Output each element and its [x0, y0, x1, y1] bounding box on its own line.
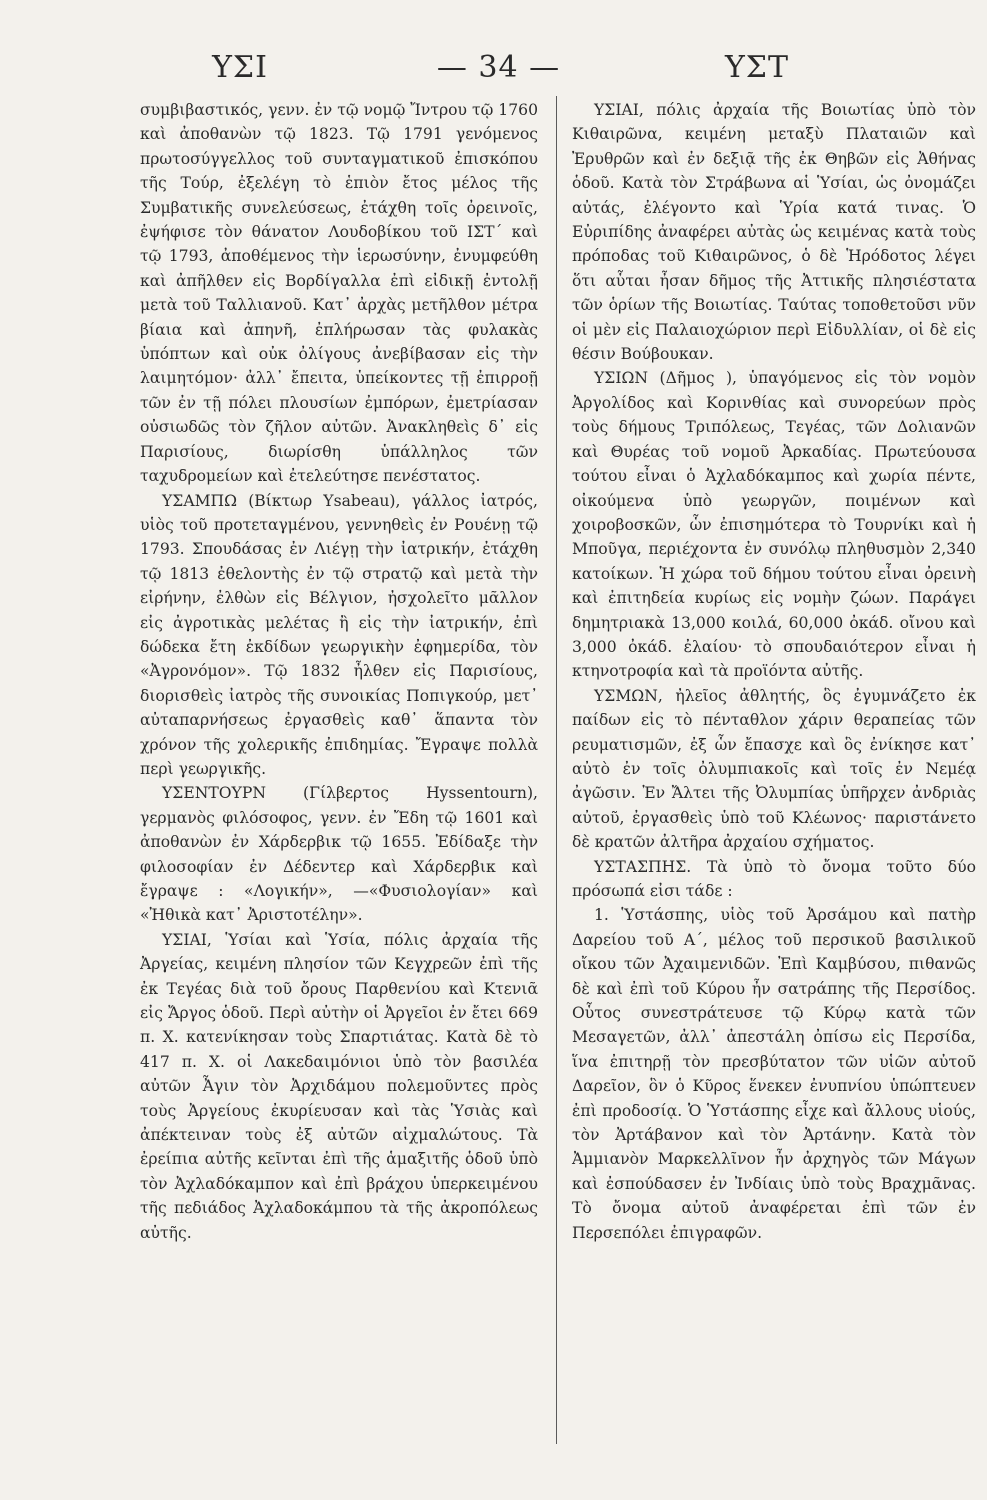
entry-ysiai-boiotia: ΥΣΙΑΙ, πόλις ἀρχαία τῆς Βοιωτίας ὑπὸ τὸν Κιθαιρῶνα, κειμένη μεταξὺ Πλαταιῶν καὶ Ἐρυθρῶν καὶ ἐν δεξιᾷ τῆς ἐκ Θηβῶν εἰς Ἀθήνας ὁδοῦ. Κατὰ τὸν Στράβωνα αἱ Ὑσίαι, ὡς ὀνομάζει αὐτάς, ἐλέγοντο καὶ Ὑρία κατά τινας. Ὁ Εὐριπίδης ἀναφέρει αὐτὰς ὡς κειμένας κατὰ τοὺς πρόποδας τοῦ Κιθαιρῶνος, ὁ δὲ Ἡρόδοτος λέγει ὅτι αὗται ἦσαν δῆμος τῆς Ἀττικῆς πλησιέστατα τῶν ὁρίων τῆς Βοιωτίας. Ταύτας τοποθετοῦσι νῦν οἱ μὲν εἰς Παλαιοχώριον περὶ Εἰδυλλίαν, οἱ δὲ εἰς θέσιν Βούβουκαν.	[572, 101, 976, 364]
entry-ysmon: ΥΣΜΩΝ, ἠλεῖος ἀθλητής, ὃς ἐγυμνάζετο ἐκ παίδων εἰς τὸ πένταθλον χάριν θεραπείας τῶν ρευματισμῶν, ἐξ ὧν ἔπασχε καὶ ὃς ἐνίκησε κατ᾽ αὐτὸ ἐν τοῖς ὀλυμπιακοῖς καὶ τοῖς ἐν Νεμέᾳ ἀγῶσιν. Ἐν Ἄλτει τῆς Ὀλυμπίας ὑπῆρχεν ἀνδριὰς αὐτοῦ, ἐργασθεὶς ὑπὸ τοῦ Κλέωνος· παριστάνετο δὲ κρατῶν ἀλτῆρα ἀρχαίου σχήματος.	[572, 686, 976, 852]
entry-ysampo: ΥΣΑΜΠΩ (Βίκτωρ Ysabeau), γάλλος ἰατρός, υἱὸς τοῦ προτεταγμένου, γεννηθεὶς ἐν Ρουένῃ τῷ 1793. Σπουδάσας ἐν Λιέγῃ τὴν ἰατρικήν, ἐτάχθη τῷ 1813 ἐθελοντὴς ἐν τῷ στρατῷ καὶ μετὰ τὴν εἰρήνην, ἐλθὼν εἰς Βέλγιον, ἠσχολεῖτο μᾶλλον εἰς ἀγροτικὰς μελέτας ἢ εἰς τὴν ἰατρικήν, ἐπὶ δώδεκα ἔτη ἐκδίδων γεωργικὴν ἐφημερίδα, τὸν «Ἀγρονόμον». Τῷ 1832 ἦλθεν εἰς Παρισίους, διορισθεὶς ἰατρὸς τῆς συνοικίας Ποπιγκούρ, μετ᾽ αὐταπαρνήσεως ἐργασθεὶς καθ᾽ ἅπαντα τὸν χρόνον τῆς χολερικῆς ἐπιδημίας. Ἔγραψε πολλὰ περὶ γεωργικῆς.	[140, 491, 538, 778]
header-left-guideword: ΥΣΙ	[212, 49, 268, 85]
right-column	[572, 98, 976, 1245]
entry-ysion: ΥΣΙΩΝ (Δῆμος ), ὑπαγόμενος εἰς τὸν νομὸν Ἀργολίδος καὶ Κορινθίας καὶ συνορεύων πρὸς τοὺς δήμους Τριπόλεως, Τεγέας, τῶν Δολιανῶν καὶ Θυρέας τοῦ νομοῦ Ἀρκαδίας. Πρωτεύουσα τούτου εἶναι ὁ Ἀχλαδόκαμπος καὶ χωρία πέντε, οἰκούμενα ὑπὸ γεωργῶν, ποιμένων καὶ χοιροβοσκῶν, ὧν ἐπισημότερα τὸ Τουρνίκι καὶ ἡ Μποῦγα, περιέχοντα ἐν συνόλῳ πληθυσμὸν 2,340 κατοίκων. Ἡ χώρα τοῦ δήμου τούτου εἶναι ὀρεινὴ καὶ ἐπιτηδεία κυρίως εἰς νομὴν ζώων. Παράγει δημητριακὰ 13,000 κοιλά, 60,000 ὀκάδ. οἴνου καὶ 3,000 ὀκάδ. ἐλαίου· τὸ σπουδαιότερον εἶναι ἡ κτηνοτροφία καὶ τὰ προϊόντα αὐτῆς.	[572, 369, 976, 681]
entry-ysentourn: ΥΣΕΝΤΟΥΡΝ (Γίλβερτος Hyssentourn), γερμανὸς φιλόσοφος, γενν. ἐν Ἔδη τῷ 1601 καὶ ἀποθανὼν ἐν Χάρδερβικ τῷ 1655. Ἐδίδαξε τὴν φιλοσοφίαν ἐν Δέδεντερ καὶ Χάρδερβικ καὶ ἔγραψε : «Λογικήν», —«Φυσιολογίαν» καὶ «Ἠθικὰ κατ᾽ Ἀριστοτέλην».	[140, 784, 538, 925]
entry-ystaspes-1: 1. Ὑστάσπης, υἱὸς τοῦ Ἀρσάμου καὶ πατὴρ Δαρείου τοῦ Α΄, μέλος τοῦ περσικοῦ βασιλικοῦ οἴκου τῶν Ἀχαιμενιδῶν. Ἐπὶ Καμβύσου, πιθανῶς δὲ καὶ ἐπὶ τοῦ Κύρου ἦν σατράπης τῆς Περσίδος. Οὗτος συνεστράτευσε τῷ Κύρῳ κατὰ τῶν Μεσαγετῶν, ἀλλ᾽ ἀπεστάλη ὀπίσω εἰς Περσίδα, ἵνα ἐπιτηρῇ τὸν πρεσβύτατον τῶν υἱῶν αὐτοῦ Δαρεῖον, ὃν ὁ Κῦρος ἕνεκεν ἐνυπνίου ὑπώπτευεν ἐπὶ προδοσίᾳ. Ὁ Ὑστάσπης εἶχε καὶ ἄλλους υἱούς, τὸν Ἀρτάβανον καὶ τὸν Ἀρτάνην. Κατὰ τὸν Ἀμμιανὸν Μαρκελλῖνον ἦν ἀρχηγὸς τῶν Μάγων καὶ ἐσπούδασεν ἐν Ἰνδίαις ὑπὸ τοὺς Βραχμᾶνας. Τὸ ὄνομα αὐτοῦ ἀναφέρεται ἐπὶ τῶν ἐν Περσεπόλει ἐπιγραφῶν.	[572, 906, 976, 1242]
running-header	[140, 42, 857, 92]
entry-ystaspes: ΥΣΤΑΣΠΗΣ. Τὰ ὑπὸ τὸ ὄνομα τοῦτο δύο πρόσωπά εἰσι τάδε :	[572, 857, 976, 900]
entry-continuation: συμβιβαστικός, γενν. ἐν τῷ νομῷ Ἴντρου τῷ 1760 καὶ ἀποθανὼν τῷ 1823. Τῷ 1791 γενόμενος πρωτοσύγγελλος τοῦ συνταγματικοῦ ἐπισκόπου τῆς Τούρ, ἐξελέγη τὸ ἑπιὸν ἔτος μέλος τῆς Συμβατικῆς συνελεύσεως, ἐτάχθη τοῖς ὀρεινοῖς, ἐψήφισε τὸν θάνατον Λουδοβίκου τοῦ ΙΣΤ΄ καὶ τῷ 1793, ἀποθέμενος τὴν ἱερωσύνην, ἐνυμφεύθη καὶ ἀπῆλθεν εἰς Βορδίγαλλα ἐπὶ εἰδικῇ ἐντολῇ μετὰ τοῦ Ταλλιανοῦ. Κατ᾽ ἀρχὰς μετῆλθον μέτρα βίαια καὶ ἀπηνῆ, ἐπλήρωσαν τὰς φυλακὰς ὑπόπτων καὶ οὐκ ὀλίγους ἀνεβίβασαν εἰς τὴν λαιμητόμον· ἀλλ᾽ ἔπειτα, ὑπείκοντες τῇ ἐπιρροῇ τῶν ἐν τῇ πόλει πλουσίων ἐμπόρων, ἐμετρίασαν οὐσιωδῶς τὸν ζῆλον αὐτῶν. Ἀνακληθεὶς δ᾽ εἰς Παρισίους, διωρίσθη ὑπάλληλος τῶν ταχυδρομείων καὶ ἐτελεύτησε πενέστατος.	[140, 101, 538, 486]
left-column	[140, 98, 538, 1245]
page-number: — 34 —	[436, 49, 561, 85]
header-right-guideword: ΥΣΤ	[724, 49, 790, 85]
entry-ysiai-argeia: ΥΣΙΑΙ, Ὑσίαι καὶ Ὑσία, πόλις ἀρχαία τῆς Ἀργείας, κειμένη πλησίον τῶν Κεγχρεῶν ἐπὶ τῆς ἐκ Τεγέας διὰ τοῦ ὄρους Παρθενίου καὶ Κτενιᾶ εἰς Ἄργος ὁδοῦ. Περὶ αὐτὴν οἱ Ἀργεῖοι ἐν ἔτει 669 π. Χ. κατενίκησαν τοὺς Σπαρτιάτας. Κατὰ δὲ τὸ 417 π. Χ. οἱ Λακεδαιμόνιοι ὑπὸ τὸν βασιλέα αὐτῶν Ἆγιν τὸν Ἀρχιδάμου πολεμοῦντες πρὸς τοὺς Ἀργείους ἐκυρίευσαν καὶ τὰς Ὑσιὰς καὶ ἀπέκτειναν τοὺς ἐξ αὐτῶν αἰχμαλώτους. Τὰ ἐρείπια αὐτῆς κεῖνται ἐπὶ τῆς ἁμαξιτῆς ὁδοῦ ὑπὸ τὸν Ἀχλαδόκαμπον καὶ ἐπὶ βράχου ὑπερκειμένου τῆς πεδιάδος Ἀχλαδοκάμπου τὰ τῆς ἀκροπόλεως αὐτῆς.	[140, 930, 538, 1242]
column-divider	[556, 96, 557, 1444]
